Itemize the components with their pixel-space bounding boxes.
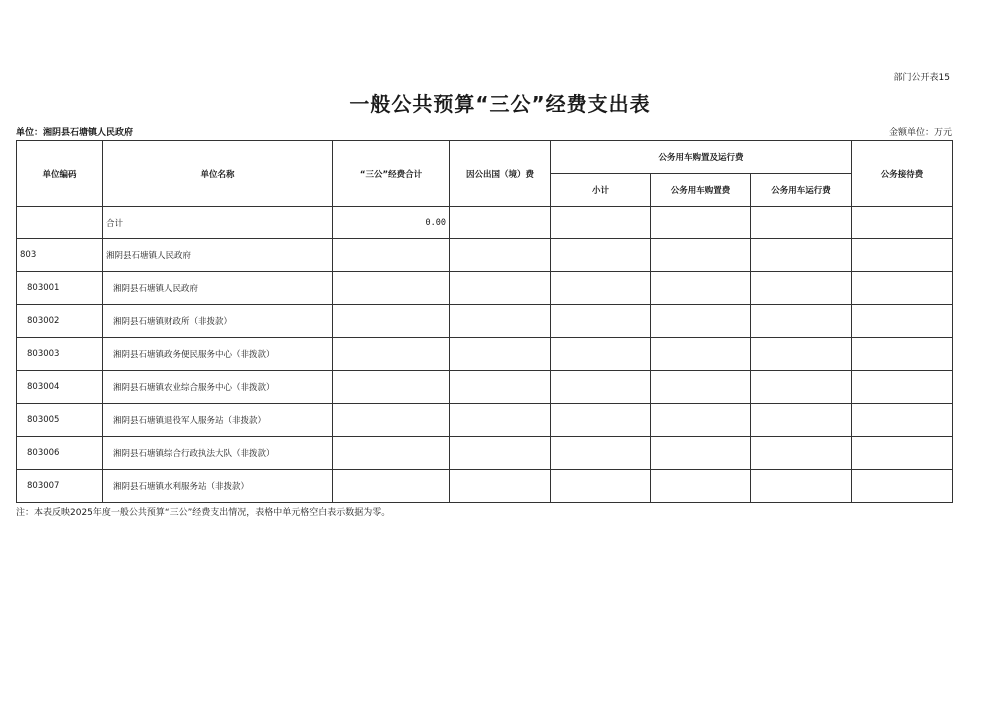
row-reception: [852, 470, 953, 503]
row-reception: [852, 437, 953, 470]
row-purchase: [651, 470, 751, 503]
row-operation: [751, 404, 852, 437]
table-row: [17, 437, 953, 470]
header-total: “三公”经费合计: [333, 141, 450, 207]
row-name: 湘阴县石塘镇人民政府: [103, 239, 333, 272]
row-total: [333, 404, 450, 437]
row-name: 湘阴县石塘镇政务便民服务中心（非拨款）: [103, 338, 333, 371]
budget-table: [16, 140, 953, 503]
row-name: 合计: [103, 207, 333, 239]
row-reception: [852, 338, 953, 371]
row-total: [333, 239, 450, 272]
row-code: 803007: [17, 470, 103, 503]
table-row: [17, 470, 953, 503]
row-operation: [751, 338, 852, 371]
row-purchase: [651, 207, 751, 239]
row-name: 湘阴县石塘镇综合行政执法大队（非拨款）: [103, 437, 333, 470]
row-subtotal: [551, 371, 651, 404]
header-vehicle-group: 公务用车购置及运行费: [551, 141, 852, 174]
row-subtotal: [551, 239, 651, 272]
row-code: 803006: [17, 437, 103, 470]
row-subtotal: [551, 470, 651, 503]
header-operation: 公务用车运行费: [751, 174, 852, 207]
row-abroad: [450, 404, 551, 437]
row-total: [333, 470, 450, 503]
row-subtotal: [551, 207, 651, 239]
row-purchase: [651, 404, 751, 437]
row-purchase: [651, 272, 751, 305]
row-total: [333, 338, 450, 371]
row-subtotal: [551, 437, 651, 470]
table-row: [17, 404, 953, 437]
header-name: 单位名称: [103, 141, 333, 207]
row-total: [333, 272, 450, 305]
row-code: 803004: [17, 371, 103, 404]
row-purchase: [651, 338, 751, 371]
row-total: 0.00: [333, 207, 450, 239]
table-header-row: [17, 141, 953, 174]
row-code: 803002: [17, 305, 103, 338]
row-operation: [751, 239, 852, 272]
row-abroad: [450, 207, 551, 239]
row-total: [333, 305, 450, 338]
row-total: [333, 371, 450, 404]
row-abroad: [450, 239, 551, 272]
row-reception: [852, 239, 953, 272]
unit-label: 单位：湘阴县石塘镇人民政府: [16, 128, 134, 138]
table-row: [17, 272, 953, 305]
amount-unit-label: 金额单位：万元: [888, 128, 952, 138]
row-reception: [852, 207, 953, 239]
row-subtotal: [551, 338, 651, 371]
row-name: 湘阴县石塘镇水利服务站（非拨款）: [103, 470, 333, 503]
header-subtotal: 小计: [551, 174, 651, 207]
row-subtotal: [551, 404, 651, 437]
table-row: [17, 305, 953, 338]
table-row: [17, 207, 953, 239]
row-name: 湘阴县石塘镇人民政府: [103, 272, 333, 305]
row-purchase: [651, 371, 751, 404]
row-total: [333, 437, 450, 470]
row-abroad: [450, 470, 551, 503]
row-reception: [852, 272, 953, 305]
table-row: [17, 338, 953, 371]
row-subtotal: [551, 305, 651, 338]
row-operation: [751, 305, 852, 338]
row-operation: [751, 272, 852, 305]
row-reception: [852, 371, 953, 404]
document-code: 部门公开表15: [893, 73, 950, 83]
header-abroad: 因公出国（境）费: [450, 141, 551, 207]
row-abroad: [450, 305, 551, 338]
row-operation: [751, 371, 852, 404]
row-name: 湘阴县石塘镇农业综合服务中心（非拨款）: [103, 371, 333, 404]
row-purchase: [651, 305, 751, 338]
row-code: 803003: [17, 338, 103, 371]
header-reception: 公务接待费: [852, 141, 953, 207]
row-operation: [751, 437, 852, 470]
row-purchase: [651, 437, 751, 470]
table-note: 注：本表反映2025年度一般公共预算“三公”经费支出情况，表格中单元格空白表示数据为零。: [16, 508, 391, 518]
row-purchase: [651, 239, 751, 272]
row-abroad: [450, 272, 551, 305]
row-code: 803005: [17, 404, 103, 437]
row-name: 湘阴县石塘镇退役军人服务站（非拨款）: [103, 404, 333, 437]
row-abroad: [450, 371, 551, 404]
row-abroad: [450, 437, 551, 470]
row-operation: [751, 207, 852, 239]
row-reception: [852, 305, 953, 338]
table-row: [17, 371, 953, 404]
row-abroad: [450, 338, 551, 371]
row-code: [17, 207, 103, 239]
row-operation: [751, 470, 852, 503]
header-code: 单位编码: [17, 141, 103, 207]
page-title: 一般公共预算“三公”经费支出表: [349, 92, 651, 116]
row-code: 803: [17, 239, 103, 272]
header-purchase: 公务用车购置费: [651, 174, 751, 207]
row-subtotal: [551, 272, 651, 305]
row-name: 湘阴县石塘镇财政所（非拨款）: [103, 305, 333, 338]
row-reception: [852, 404, 953, 437]
table-row: [17, 239, 953, 272]
row-code: 803001: [17, 272, 103, 305]
